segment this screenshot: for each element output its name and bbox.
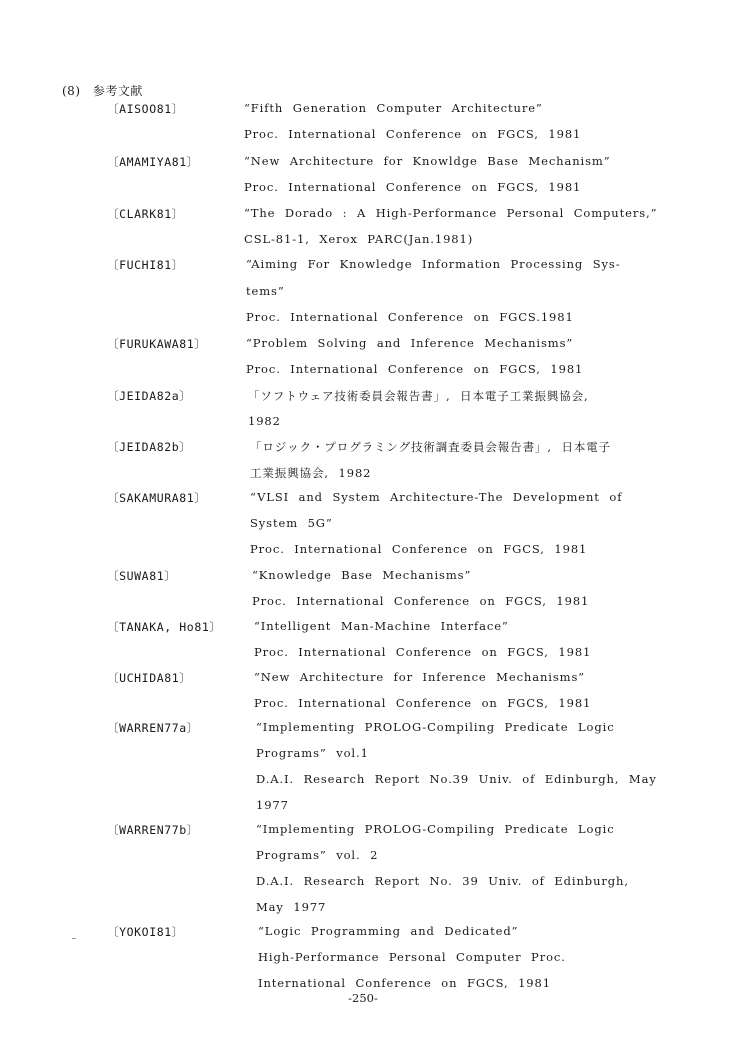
reference-line: Proc. International Conference on FGCS, 1981 — [250, 542, 588, 556]
margin-mark — [72, 938, 76, 939]
reference-line: High-Performance Personal Computer Proc. — [258, 950, 566, 964]
reference-key: 〔JEIDA82a〕 — [107, 389, 192, 403]
reference-line: Proc. International Conference on FGCS, 1981 — [254, 696, 592, 710]
reference-key: 〔SUWA81〕 — [107, 569, 177, 583]
reference-line: Proc. International Conference on FGCS, 1981 — [244, 127, 582, 141]
reference-line: CSL-81-1, Xerox PARC(Jan.1981) — [244, 232, 474, 246]
reference-line: Proc. International Conference on FGCS, 1981 — [246, 362, 584, 376]
reference-line: “Aiming For Knowledge Information Processing Sys- — [246, 257, 621, 271]
reference-line: D.A.I. Research Report No.39 Univ. of Edinburgh, May — [256, 772, 657, 786]
reference-key: 〔FUCHI81〕 — [107, 258, 184, 272]
reference-line: Proc. International Conference on FGCS, 1981 — [244, 180, 582, 194]
section-number: (8) — [62, 84, 81, 98]
reference-key: 〔JEIDA82b〕 — [107, 440, 192, 454]
reference-key: 〔AISOO81〕 — [107, 102, 184, 116]
reference-line: May 1977 — [256, 900, 327, 914]
reference-key: 〔CLARK81〕 — [107, 207, 184, 221]
reference-line: System 5G” — [250, 516, 333, 530]
reference-line: Proc. International Conference on FGCS, 1981 — [254, 645, 592, 659]
reference-line: “Implementing PROLOG-Compiling Predicate Logic — [256, 720, 615, 734]
reference-line: D.A.I. Research Report No. 39 Univ. of Edinburgh, — [256, 874, 629, 888]
reference-line: “New Architecture for Knowldge Base Mechanism” — [244, 154, 611, 168]
section-title: 参考文献 — [92, 84, 143, 98]
reference-key: 〔TANAKA, Ho81〕 — [107, 620, 222, 634]
reference-line: “Logic Programming and Dedicated” — [258, 924, 519, 938]
reference-line: Proc. International Conference on FGCS, 1981 — [252, 594, 590, 608]
reference-key: 〔FURUKAWA81〕 — [107, 337, 207, 351]
reference-line: “The Dorado : A High-Performance Personal Computers,” — [244, 206, 658, 220]
reference-line: “Intelligent Man-Machine Interface” — [254, 619, 509, 633]
reference-line: 1982 — [248, 414, 281, 428]
reference-line: 「ソフトウェア技術委員会報告書」, 日本電子工業振興協会, — [248, 389, 589, 403]
reference-line: “Implementing PROLOG-Compiling Predicate Logic — [256, 822, 615, 836]
reference-line: Programs” vol. 2 — [256, 848, 379, 862]
reference-key: 〔SAKAMURA81〕 — [107, 491, 207, 505]
reference-line: “VLSI and System Architecture-The Development of — [250, 490, 623, 504]
reference-line: “New Architecture for Inference Mechanisms” — [254, 670, 586, 684]
page-number: -250- — [348, 991, 378, 1005]
reference-line: 1977 — [256, 798, 289, 812]
reference-line: “Fifth Generation Computer Architecture” — [244, 101, 543, 115]
reference-line: Proc. International Conference on FGCS.1981 — [246, 310, 574, 324]
reference-line: “Knowledge Base Mechanisms” — [252, 568, 472, 582]
reference-key: 〔AMAMIYA81〕 — [107, 155, 199, 169]
reference-line: 「ロジック・プログラミング技術調査委員会報告書」, 日本電子 — [250, 440, 612, 454]
reference-line: “Problem Solving and Inference Mechanisms” — [246, 336, 574, 350]
reference-key: 〔WARREN77a〕 — [107, 721, 199, 735]
reference-line: tems” — [246, 284, 285, 298]
reference-key: 〔WARREN77b〕 — [107, 823, 199, 837]
reference-key: 〔UCHIDA81〕 — [107, 671, 192, 685]
reference-key: 〔YOKOI81〕 — [107, 925, 184, 939]
reference-line: International Conference on FGCS, 1981 — [258, 976, 551, 990]
reference-line: 工業振興協会, 1982 — [250, 466, 372, 480]
reference-line: Programs” vol.1 — [256, 746, 369, 760]
